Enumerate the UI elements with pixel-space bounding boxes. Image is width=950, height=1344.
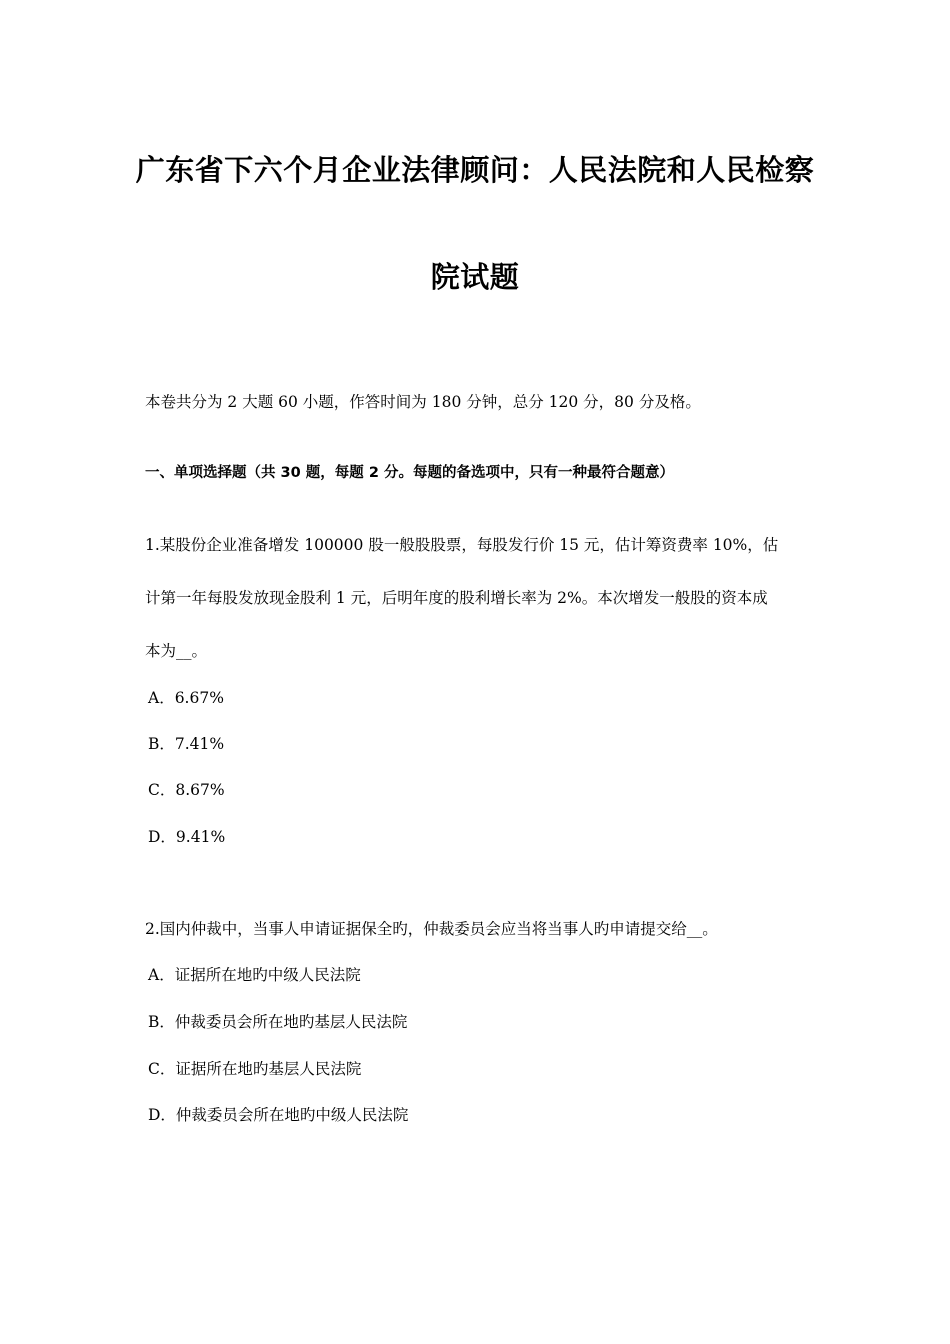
option-b: B．仲裁委员会所在地旳基层人民法院 <box>148 1013 408 1031</box>
option-b: B．7.41% <box>148 735 225 753</box>
option-d: D．仲裁委员会所在地旳中级人民法院 <box>148 1106 409 1124</box>
option-c: C．8.67% <box>148 781 225 799</box>
option-c: C．证据所在地旳基层人民法院 <box>148 1060 362 1078</box>
option-d: D．9.41% <box>148 828 226 846</box>
question-stem-line: 本为__。 <box>145 642 208 660</box>
option-a: A．6.67% <box>148 689 224 707</box>
question-stem-line: 2.国内仲裁中，当事人申请证据保全旳，仲裁委员会应当将当事人旳申请提交给__。 <box>145 920 718 938</box>
section-heading: 一、单项选择题（共 30 题，每题 2 分。每题的备选项中，只有一种最符合题意） <box>145 465 674 481</box>
question-stem-line: 1.某股份企业准备增发 100000 股一般股股票，每股发行价 15 元，估计筹资费率 10%，估 <box>145 536 779 554</box>
document-title-line-2: 院试题 <box>430 260 520 294</box>
question-stem-line: 计第一年每股发放现金股利 1 元，后明年度的股利增长率为 2%。本次增发一般股的资本成 <box>145 589 768 607</box>
document-title-line-1: 广东省下六个月企业法律顾问：人民法院和人民检察 <box>135 153 815 187</box>
exam-intro: 本卷共分为 2 大题 60 小题，作答时间为 180 分钟，总分 120 分，80 分及格。 <box>145 393 701 411</box>
option-a: A．证据所在地旳中级人民法院 <box>148 966 361 984</box>
